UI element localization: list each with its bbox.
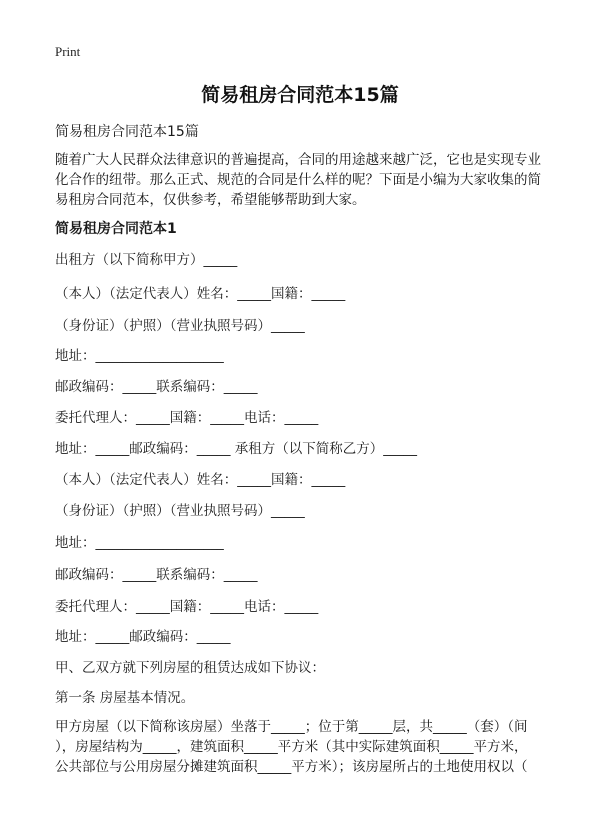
intro-paragraph [55,150,545,210]
contract-line: （身份证）（护照）（营业执照号码）_____ [55,503,305,519]
intro-line: 随着广大人民群众法律意识的普遍提高，合同的用途越来越广泛，它也是实现专业 [55,152,541,168]
contract-line: 邮政编码：_____联系编码：_____ [55,379,258,395]
contract-line: （本人）（法定代表人）姓名：_____国籍：_____ [55,472,346,488]
contract-line: 出租方（以下简称甲方）_____ [55,252,238,268]
document-subtitle: 简易租房合同范本15篇 [55,124,199,140]
contract-line: 邮政编码：_____联系编码：_____ [55,567,258,583]
clause-line: 公共部位与公用房屋分摊建筑面积_____平方米）；该房屋所占的土地使用权以（ [55,759,528,775]
page-title: 简易租房合同范本15篇 [201,84,399,106]
intro-line: 化合作的纽带。那么正式、规范的合同是什么样的呢？下面是小编为大家收集的简 [55,172,541,188]
contract-line: 委托代理人：_____国籍：_____电话：_____ [55,410,319,426]
print-link[interactable]: Print [55,44,81,59]
contract-line: 甲、乙双方就下列房屋的租赁达成如下协议： [55,660,325,676]
contract-line: 地址：_____邮政编码：_____ [55,629,231,645]
contract-line: （本人）（法定代表人）姓名：_____国籍：_____ [55,286,346,302]
contract-line: 地址：_____邮政编码：_____ 承租方（以下简称乙方）_____ [55,441,418,457]
contract-line: 第一条 房屋基本情况。 [55,690,195,706]
clause-paragraph [55,717,545,777]
contract-line: 地址：___________________ [55,348,224,364]
contract-line: 地址：___________________ [55,535,224,551]
section-heading: 简易租房合同范本1 [55,221,177,237]
clause-line: ），房屋结构为_____，建筑面积_____平方米（其中实际建筑面积_____平方米， [55,739,528,755]
intro-line: 易租房合同范本，仅供参考，希望能够帮助到大家。 [55,192,366,208]
contract-line: 委托代理人：_____国籍：_____电话：_____ [55,599,319,615]
contract-line: （身份证）（护照）（营业执照号码）_____ [55,318,305,334]
clause-line: 甲方房屋（以下简称该房屋）坐落于_____；位于第_____层，共_____（套）（间 [55,719,528,735]
